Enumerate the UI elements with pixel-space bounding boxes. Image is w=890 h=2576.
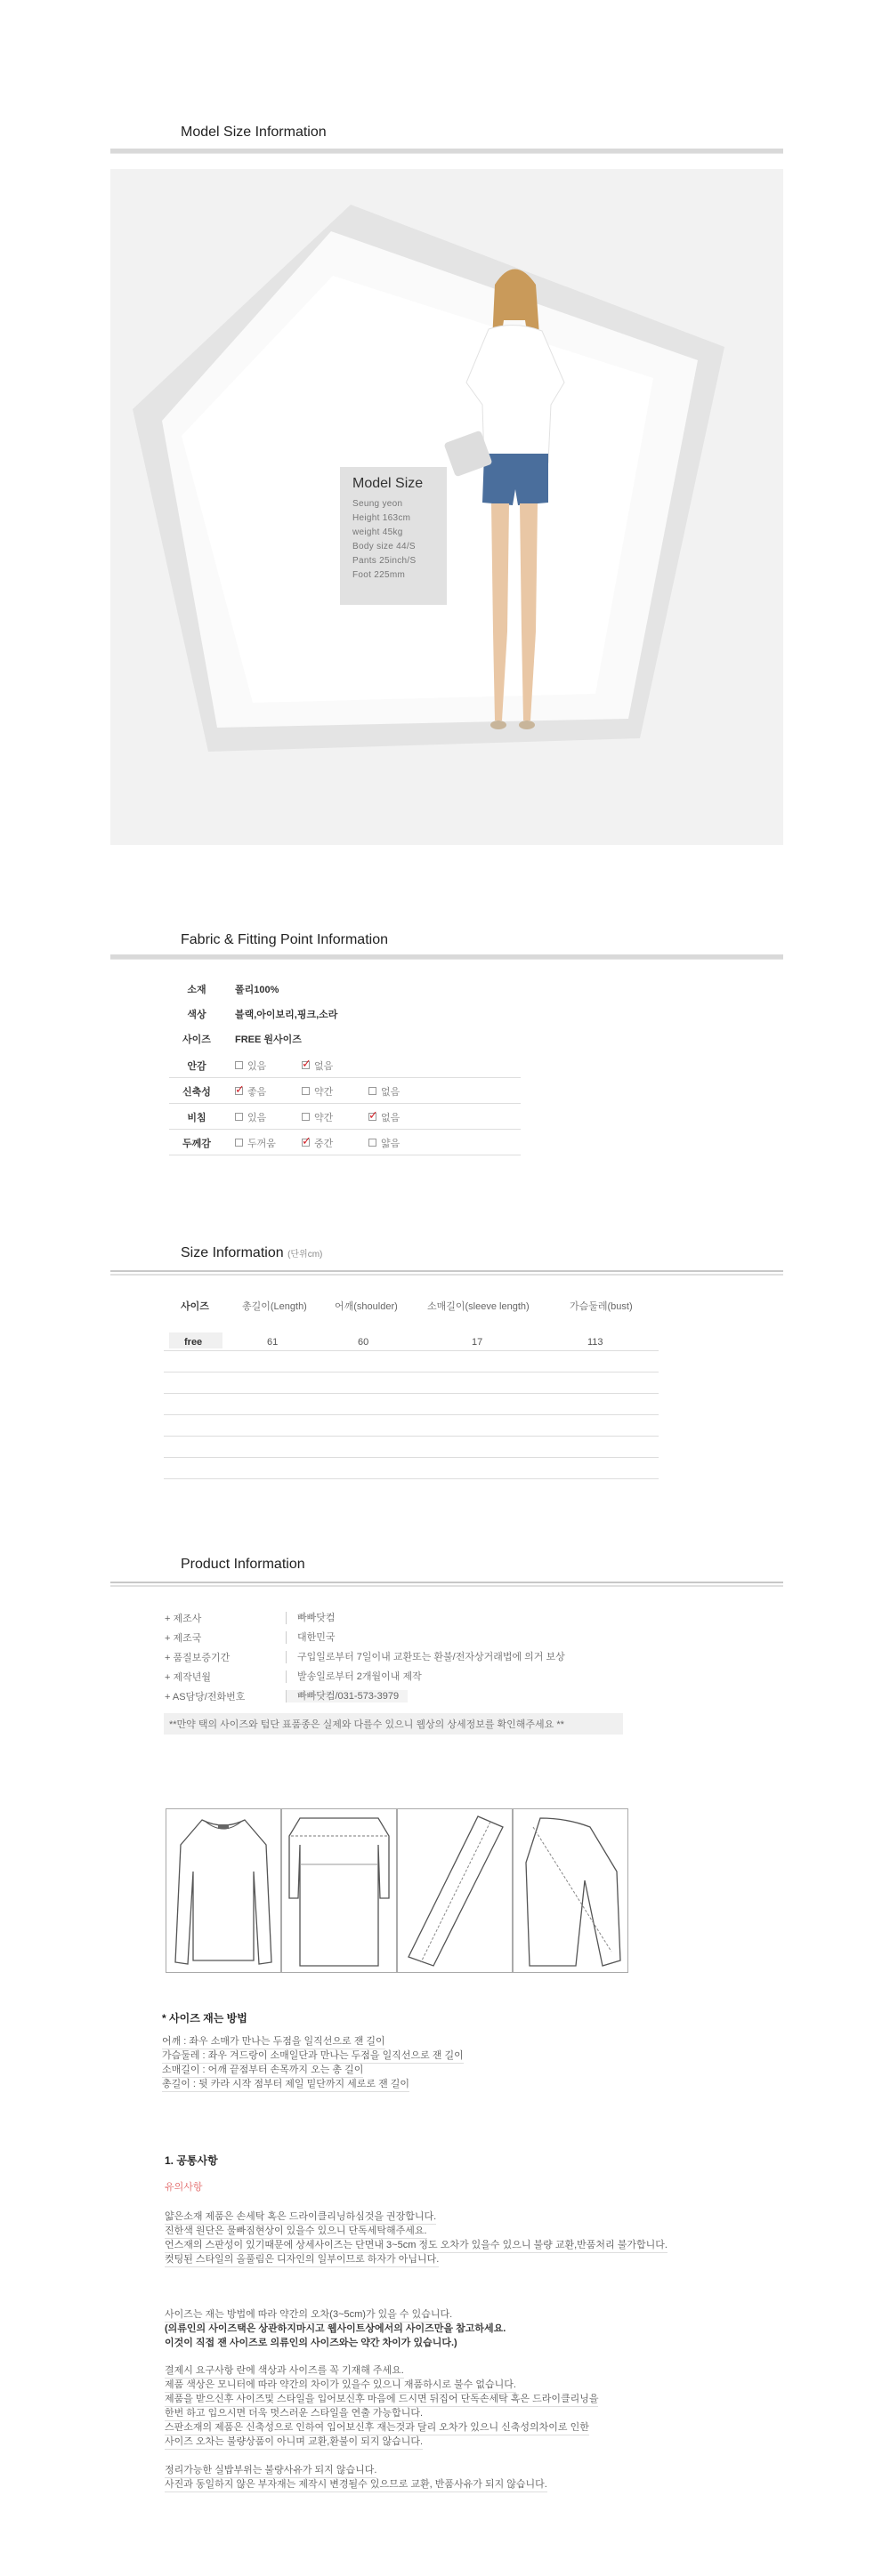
care-line: 제품 색상은 모니터에 따라 약간의 차이가 있을수 있으니 재품하시로 불수 없습니다. (165, 2379, 516, 2393)
care-line: 제품을 받으신후 사이즈및 스타일을 입어보신후 마음에 드시면 뒤집어 단독손세탁 혹은 드라이클리닝을 (165, 2393, 598, 2407)
option-label: 비침 (187, 1112, 206, 1123)
care-line: 정리가능한 실밥부위는 불량사유가 되지 않습니다. (165, 2464, 376, 2478)
option-label-text: 얇음 (381, 1138, 400, 1149)
care-line: 컷팅된 스타일의 올풀림은 디자인의 일부이므로 하자가 아닙니다. (165, 2253, 439, 2267)
size-header-length: 총길이(Length) (242, 1301, 307, 1312)
size-section-rule (110, 1270, 783, 1272)
checked-box-icon: ✓ (235, 1083, 245, 1096)
fabric-option-row (169, 1053, 521, 1078)
material-label: 소재 (187, 985, 206, 995)
size-row-line (164, 1478, 659, 1479)
size-header-sleeve: 소매길이(sleeve length) (427, 1301, 530, 1312)
option-label-text: 있음 (247, 1112, 267, 1123)
model-section-rule (110, 149, 783, 154)
product-info-value: 구입일로부터 7일이내 교환또는 환불/전자상거래법에 의거 보상 (286, 1651, 565, 1663)
fabric-color-row (169, 1002, 521, 1026)
measure-line-shoulder: 어깨 : 좌우 소매가 만나는 두점을 일직선으로 잰 길이 (162, 2035, 385, 2049)
care-line: 얇은소재 제품은 손세탁 혹은 드라이클리닝하심것을 권장합니다. (165, 2210, 436, 2225)
side-view-icon (514, 1809, 627, 1972)
option-0 (235, 1059, 302, 1073)
size-value-shoulder: 60 (358, 1337, 369, 1348)
model-foot: Foot 225mm (352, 570, 406, 580)
size-value: FREE 원사이즈 (235, 1034, 302, 1045)
model-card-title: Model Size (352, 476, 424, 491)
tshirt-body-icon (282, 1809, 396, 1972)
option-label-text: 약간 (314, 1086, 334, 1098)
option-label-text: 없음 (381, 1112, 400, 1123)
option-label-text: 없음 (314, 1060, 334, 1072)
care-line: 한번 하고 입으시면 더욱 멋스러운 스타일을 연출 가능합니다. (165, 2407, 423, 2421)
fabric-section-title: Fabric & Fitting Point Information (181, 932, 388, 947)
model-section-title: Model Size Information (181, 125, 327, 140)
size-section-rule-2 (110, 1274, 783, 1276)
option-label-text: 두꺼움 (247, 1138, 276, 1149)
measure-line-bust: 가슴둘레 : 좌우 겨드랑이 소매일단과 만나는 두점을 일직선으로 잰 길이 (162, 2049, 464, 2064)
color-value: 블랙,아이보리,핑크,소라 (235, 1010, 338, 1020)
checkbox-icon (302, 1113, 310, 1121)
option-label: 신축성 (182, 1086, 211, 1098)
fabric-option-row (169, 1079, 521, 1104)
fabric-material-row (169, 977, 521, 1002)
option-group (224, 1059, 368, 1073)
option-1 (302, 1110, 368, 1124)
option-2 (368, 1084, 435, 1099)
garment-sketch-front (166, 1808, 281, 1973)
care-line: 사이즈 오차는 불량상품이 아니며 교환,환불이 되지 않습니다. (165, 2435, 423, 2450)
care-line: 스판소재의 제품은 신축성으로 인하여 입어보신후 재는것과 달리 오차가 있으니 신축성의차이로 인한 (165, 2421, 589, 2435)
product-info-row (165, 1667, 610, 1686)
checkbox-icon (368, 1087, 376, 1095)
checked-box-icon: ✓ (302, 1057, 312, 1070)
fabric-option-row (169, 1105, 521, 1130)
option-label-text: 없음 (381, 1086, 400, 1098)
product-section-rule-2 (110, 1585, 783, 1587)
care-subtitle: 유의사항 (165, 2182, 203, 2193)
care-line: 결제시 요구사항 란에 색상과 사이즈를 꼭 기재해 주세요. (165, 2364, 404, 2379)
model-image-area (110, 169, 783, 845)
fabric-size-row (169, 1026, 521, 1051)
model-name: Seung yeon (352, 499, 403, 509)
option-label: 안감 (187, 1060, 206, 1072)
model-height: Height 163cm (352, 513, 411, 523)
model-pants: Pants 25inch/S (352, 556, 417, 566)
model-size-card (340, 467, 447, 605)
size-row-line (164, 1457, 659, 1458)
checked-box-icon: ✓ (302, 1134, 312, 1147)
tshirt-icon (166, 1809, 280, 1972)
product-info-key: + 품질보증기간 (165, 1650, 286, 1664)
product-info-key: + 제조사 (165, 1611, 286, 1625)
option-label-text: 있음 (247, 1060, 267, 1072)
size-row-line (164, 1372, 659, 1373)
checkbox-icon (235, 1139, 243, 1147)
measure-line-sleeve: 소매길이 : 어깨 끝점부터 손목까지 오는 총 길이 (162, 2064, 363, 2078)
sleeve-icon (398, 1809, 512, 1972)
care-line: 진한색 원단은 물빠짐현상이 있을수 있으니 단독세탁해주세요. (165, 2225, 427, 2239)
product-info-row (165, 1608, 610, 1628)
checked-box-icon: ✓ (368, 1108, 378, 1122)
product-section-rule (110, 1582, 783, 1583)
option-group (224, 1110, 435, 1124)
product-info-value: 대한민국 (286, 1631, 336, 1644)
size-section-title (181, 1245, 322, 1261)
size-header-shoulder: 어깨(shoulder) (335, 1301, 398, 1312)
option-1 (302, 1059, 368, 1073)
option-group (224, 1136, 435, 1150)
care-line-bold: 이것이 직접 잰 사이즈로 의류인의 사이즈와는 약간 차이가 있습니다.) (165, 2338, 457, 2348)
care-line-bold: (의류인의 사이즈택은 상관하지마시고 웹사이트상에서의 사이즈만을 참고하세요. (165, 2323, 506, 2334)
option-label-text: 약간 (314, 1112, 334, 1123)
fabric-option-row (169, 1131, 521, 1155)
checkbox-icon (368, 1139, 376, 1147)
product-info-key: + 제조국 (165, 1630, 286, 1645)
product-info-value: 빠빠닷컴 (286, 1612, 336, 1624)
product-info-key: + 제작년월 (165, 1670, 286, 1684)
option-label-text: 중간 (314, 1138, 334, 1149)
product-notice: **만약 택의 사이즈와 텀단 표품종은 실제와 다를수 있으니 웹상의 상세정보를 확인해주세요 ** (164, 1713, 623, 1735)
option-label: 두께감 (182, 1138, 211, 1149)
garment-sketch-sleeve (397, 1808, 513, 1973)
measure-line-length: 총길이 : 뒷 카라 시작 점부터 제일 밑단까지 세로로 잰 길이 (162, 2078, 409, 2092)
size-header-size: 사이즈 (181, 1301, 209, 1312)
size-label: 사이즈 (182, 1034, 211, 1045)
care-line: 사진과 동일하지 않은 부자재는 제작시 변경될수 있으므로 교환, 반품사유가 되지 않습니다. (165, 2478, 547, 2492)
option-0 (235, 1110, 302, 1124)
product-info-row (165, 1686, 610, 1706)
care-title: 1. 공통사항 (165, 2154, 218, 2167)
size-value-length: 61 (267, 1337, 279, 1348)
product-info-value: 빠빠닷컴/031-573-3979 (286, 1690, 408, 1703)
size-row-line (164, 1350, 659, 1351)
option-2 (368, 1136, 435, 1150)
option-group (224, 1084, 435, 1099)
model-weight: weight 45kg (352, 527, 403, 537)
garment-sketch-side (513, 1808, 628, 1973)
option-1 (302, 1084, 368, 1099)
material-value: 폴리100% (235, 985, 279, 995)
option-0 (235, 1136, 302, 1150)
pentagon-backdrop (110, 169, 783, 845)
fabric-section-rule (110, 954, 783, 960)
color-label: 색상 (187, 1010, 206, 1020)
product-info-row (165, 1647, 610, 1667)
size-title-text: Size Information (181, 1245, 284, 1260)
checkbox-icon (235, 1061, 243, 1069)
option-1 (302, 1136, 368, 1150)
product-info-row (165, 1628, 610, 1647)
size-row-line (164, 1393, 659, 1394)
option-2 (368, 1110, 435, 1124)
care-line: 언스재의 스판성이 있기때문에 상세사이즈는 단면내 3~5cm 정도 오차가 있을수 있으니 불량 교환,반품처리 불가합니다. (165, 2239, 668, 2253)
size-value-bust: 113 (587, 1337, 603, 1348)
size-row-line (164, 1436, 659, 1437)
product-info-value: 발송일로부터 2개월이내 제작 (286, 1670, 422, 1683)
model-body-size: Body size 44/S (352, 542, 416, 551)
size-unit: (단위cm) (287, 1250, 323, 1260)
size-value-sleeve: 17 (472, 1337, 483, 1348)
care-line: 사이즈는 재는 방법에 따라 약간의 오차(3~5cm)가 있을 수 있습니다. (165, 2308, 452, 2322)
checkbox-icon (302, 1087, 310, 1095)
garment-sketch-body (281, 1808, 397, 1973)
product-section-title: Product Information (181, 1557, 305, 1572)
measure-title: * 사이즈 재는 방법 (162, 2012, 247, 2025)
checkbox-icon (235, 1113, 243, 1121)
size-value-free: free (184, 1337, 203, 1348)
option-0 (235, 1084, 302, 1099)
option-label-text: 좋음 (247, 1086, 267, 1098)
product-info-key: + AS담당/전화번호 (165, 1689, 286, 1703)
size-header-bust: 가슴둘레(bust) (570, 1301, 633, 1312)
size-row-line (164, 1414, 659, 1415)
